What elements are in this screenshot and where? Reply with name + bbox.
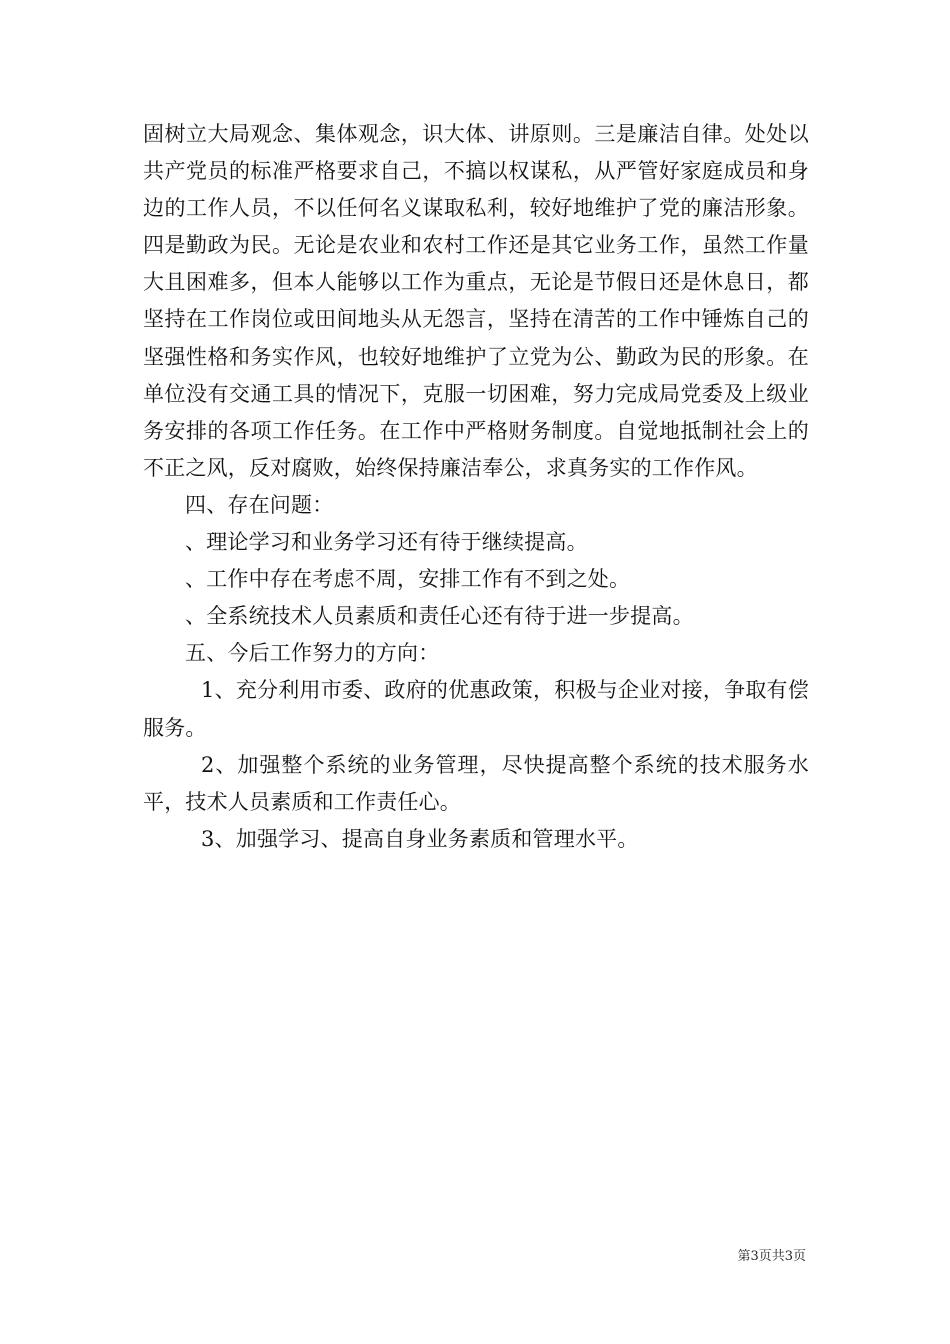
body-paragraph-continuation: 固树立大局观念、集体观念，识大体、讲原则。三是廉洁自律。处处以共产党员的标准严格要求自己，不搞以权谋私，从严管好家庭成员和身边的工作人员，不以任何名义谋取私利，较好地维护了党的廉洁形象。四是勤政为民。无论是农业和农村工作还是其它业务工作，虽然工作量大且困难多，但本人能够以工作为重点，无论是节假日还是休息日，都坚持在工作岗位或田间地头从无怨言，坚持在清苦的工作中锤炼自己的坚强性格和务实作风，也较好地维护了立党为公、勤政为民的形象。在单位没有交通工具的情况下，克服一切困难，努力完成局党委及上级业务安排的各项工作任务。在工作中严格财务制度。自觉地抵制社会上的不正之风，反对腐败，始终保持廉洁奉公，求真务实的工作作风。 <box>143 122 809 480</box>
direction-item-1: 1、充分利用市委、政府的优惠政策，积极与企业对接，争取有偿服务。 <box>143 678 809 740</box>
section-heading-problems: 四、存在问题： <box>185 492 334 517</box>
problem-item-3: 、全系统技术人员素质和责任心还有待于进一步提高。 <box>185 604 694 629</box>
page-number-footer: 第3页共3页 <box>737 1249 806 1264</box>
problem-item-2: 、工作中存在考虑不周，安排工作有不到之处。 <box>185 567 631 592</box>
document-body <box>143 116 809 858</box>
direction-item-2: 2、加强整个系统的业务管理，尽快提高整个系统的技术服务水平，技术人员素质和工作责任心。 <box>143 752 809 814</box>
problem-item-1: 、理论学习和业务学习还有待于继续提高。 <box>185 530 588 555</box>
section-heading-future-direction: 五、今后工作努力的方向： <box>185 641 440 666</box>
direction-item-3: 3、加强学习、提高自身业务素质和管理水平。 <box>201 826 639 851</box>
